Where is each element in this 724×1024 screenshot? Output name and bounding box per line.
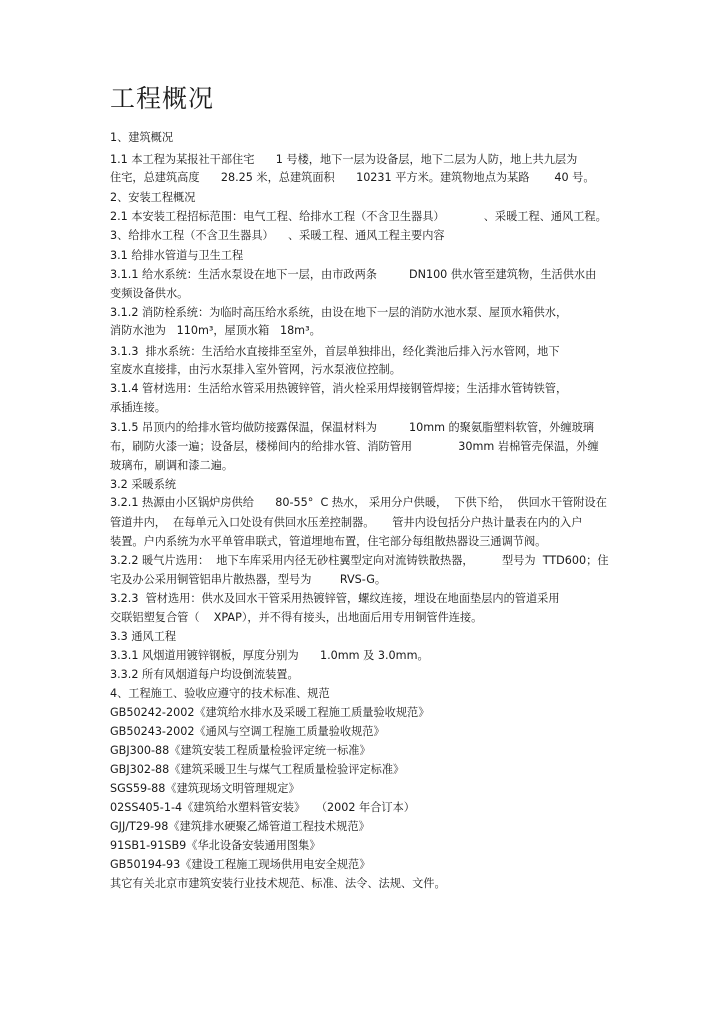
text-line: 消防水池为 110m³，屋顶水箱 18m³。	[110, 324, 321, 337]
text-line: 住宅，总建筑高度 28.25 米，总建筑面积 10231 平方米。建筑物地点为某路 40 号。	[110, 171, 595, 184]
text-line: 3.1.4 管材选用：生活给水管采用热镀锌管，消火栓采用焊接钢管焊接；生活排水管铸铁管，	[110, 382, 568, 395]
text-line: SGS59-88《建筑现场文明管理规定》	[110, 782, 300, 795]
text-line: GB50194-93《建设工程施工现场供用电安全规范》	[110, 858, 371, 871]
text-line: 室废水直接排，由污水泵排入室外管网，污水泵液位控制。	[110, 363, 401, 376]
text-line: 其它有关北京市建筑安装行业技术规范、标准、法令、法规、文件。	[110, 877, 446, 890]
text-line: 宅及办公采用铜管铝串片散热器，型号为 RVS-G。	[110, 573, 387, 586]
text-line: 3.2 采暖系统	[110, 478, 177, 491]
page-title: 工程概况	[110, 84, 215, 113]
text-line: 承插连接。	[110, 401, 166, 414]
text-line: 3.3.2 所有风烟道每户均设倒流装置。	[110, 668, 299, 681]
text-line: 3.1.1 给水系统：生活水泵设在地下一层，由市政两条 DN100 供水管至建筑物，生活供水由	[110, 268, 597, 281]
text-line: 1.1 本工程为某报社干部住宅 1 号楼，地下一层为设备层，地下二层为人防，地上共九层为	[110, 153, 578, 166]
text-line: 变频设备供水。	[110, 287, 189, 300]
text-line: GB50242-2002《建筑给水排水及采暖工程施工质量验收规范》	[110, 706, 430, 719]
text-line: 布，刷防火漆一遍；设备层，楼梯间内的给排水管、消防管用 30mm 岩棉管壳保温，外缠	[110, 440, 599, 453]
text-line: 2.1 本安装工程招标范围：电气工程、给排水工程（不含卫生器具） 、采暖工程、通风工程。	[110, 210, 607, 223]
text-line: GJJ/T29-98《建筑排水硬聚乙烯管道工程技术规范》	[110, 820, 370, 833]
text-line: 管道井内， 在每单元入口处设有供回水压差控制器。 管井内设包括分户热计量表在内的入户	[110, 516, 583, 529]
text-line: GBJ302-88《建筑采暖卫生与煤气工程质量检验评定标准》	[110, 763, 405, 776]
text-line: 玻璃布，刷调和漆二遍。	[110, 459, 234, 472]
text-line: 3.2.2 暖气片选用： 地下车库采用内径无砂柱翼型定向对流铸铁散热器， 型号为 TTD600；住	[110, 554, 609, 567]
text-line: 02SS405-1-4《建筑给水塑料管安装》 （2002 年合订本）	[110, 801, 415, 814]
text-line: 3.1 给排水管道与卫生工程	[110, 249, 244, 262]
text-line: 3.3 通风工程	[110, 630, 177, 643]
text-line: 1、建筑概况	[110, 131, 174, 144]
text-line: 3.2.1 热源由小区锅炉房供给 80-55° C 热水， 采用分户供暖， 下供下给， 供回水干管附设在	[110, 496, 607, 509]
text-line: 4、工程施工、验收应遵守的技术标准、规范	[110, 687, 330, 700]
text-line: GBJ300-88《建筑安装工程质量检验评定统一标准》	[110, 744, 371, 757]
text-line: 3.3.1 风烟道用镀锌钢板，厚度分别为 1.0mm 及 3.0mm。	[110, 649, 429, 662]
text-line: 装置。户内系统为水平单管串联式，管道埋地布置，住宅部分每组散热器设三通调节阀。	[110, 535, 547, 548]
text-line: 91SB1-91SB9《华北设备安装通用图集》	[110, 839, 321, 852]
text-line: 3.1.5 吊顶内的给排水管均做防接露保温，保温材料为 10mm 的聚氨脂塑料软管，外缠玻璃	[110, 421, 594, 434]
text-line: GB50243-2002《通风与空调工程施工质量验收规范》	[110, 725, 385, 738]
text-line: 3.1.2 消防栓系统：为临时高压给水系统，由设在地下一层的消防水池水泵、屋顶水箱供水，	[110, 306, 568, 319]
text-line: 2、安装工程概况	[110, 191, 196, 204]
text-line: 3.2.3 管材选用：供水及回水干管采用热镀锌管，螺纹连接，埋设在地面垫层内的管道采用	[110, 592, 560, 605]
text-line: 3、给排水工程（不含卫生器具） 、采暖工程、通风工程主要内容	[110, 229, 445, 242]
text-line: 交联铝塑复合管（ XPAP），并不得有接头，出地面后用专用铜管件连接。	[110, 611, 483, 624]
text-line: 3.1.3 排水系统：生活给水直接排至室外，首层单独排出，经化粪池后排入污水管网，地下	[110, 345, 560, 358]
